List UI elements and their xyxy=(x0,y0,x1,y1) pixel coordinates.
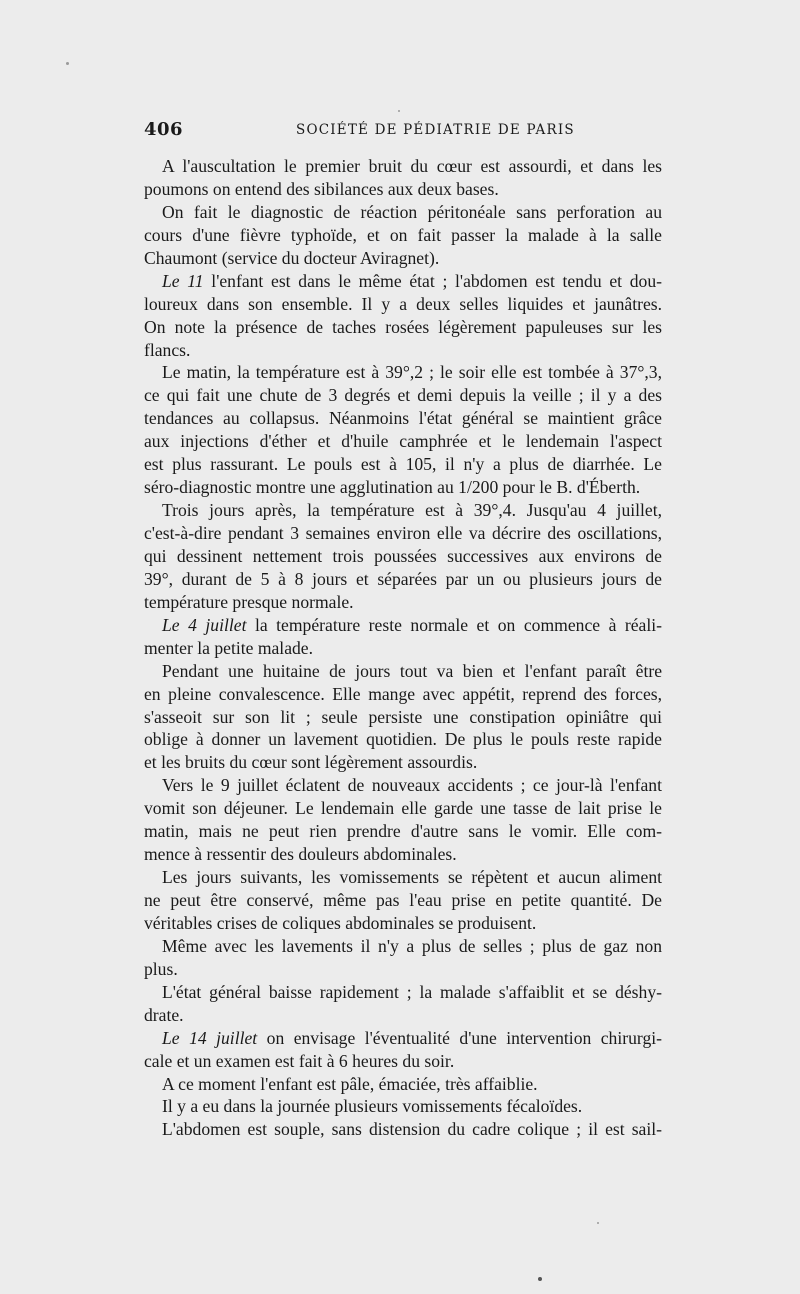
line-text: qui dessinent nettement trois poussées successives aux environs de xyxy=(144,545,662,566)
line-text: ce qui fait une chute de 3 degrés et demi depuis la veille ; il y a des xyxy=(144,385,662,406)
text-line xyxy=(144,361,662,384)
text-line xyxy=(144,1004,662,1027)
line-text: séro-diagnostic montre une agglutination au 1/200 pour le B. d'Éberth. xyxy=(144,477,641,498)
text-line xyxy=(144,981,662,1004)
line-text: vomit son déjeuner. Le lendemain elle garde une tasse de lait prise le xyxy=(144,798,662,819)
text-line xyxy=(144,522,662,545)
text-line xyxy=(144,774,662,797)
text-line xyxy=(144,866,662,889)
line-text: la température reste normale et on commence à réali- xyxy=(246,614,662,635)
paper-speck xyxy=(597,1222,599,1224)
line-text: Vers le 9 juillet éclatent de nouveaux accidents ; ce jour-là l'enfant xyxy=(162,775,662,796)
text-line xyxy=(144,407,662,430)
text-line xyxy=(144,728,662,751)
text-line xyxy=(144,637,662,660)
text-line xyxy=(144,1095,662,1118)
text-line xyxy=(144,797,662,820)
line-text: drate. xyxy=(144,1004,184,1025)
italic-date: Le 14 juillet xyxy=(162,1027,258,1048)
text-line xyxy=(144,591,662,614)
line-text: et les bruits du cœur sont légèrement assourdis. xyxy=(144,752,478,773)
line-text: On fait le diagnostic de réaction péritonéale sans perforation au xyxy=(162,201,662,222)
line-text: L'abdomen est souple, sans distension du cadre colique ; il est sail- xyxy=(162,1119,662,1140)
text-line xyxy=(144,545,662,568)
text-line xyxy=(144,293,662,316)
line-text: Pendant une huitaine de jours tout va bien et l'enfant paraît être xyxy=(162,660,662,681)
text-line xyxy=(144,706,662,729)
line-text: cale et un examen est fait à 6 heures du soir. xyxy=(144,1050,455,1071)
text-line xyxy=(144,201,662,224)
line-text: Il y a eu dans la journée plusieurs vomissements fécaloïdes. xyxy=(162,1096,583,1117)
line-text: A l'auscultation le premier bruit du cœur est assourdi, et dans les xyxy=(162,156,662,176)
text-line xyxy=(144,614,662,637)
line-text: cours d'une fièvre typhoïde, et on fait passer la malade à la salle xyxy=(144,224,662,245)
text-line xyxy=(144,1050,662,1073)
text-line xyxy=(144,568,662,591)
text-line xyxy=(144,499,662,522)
text-line xyxy=(144,683,662,706)
text-line xyxy=(144,247,662,270)
line-text: poumons on entend des sibilances aux deux bases. xyxy=(144,178,499,199)
line-text: en pleine convalescence. Elle mange avec appétit, reprend des forces, xyxy=(144,683,662,704)
text-line xyxy=(144,660,662,683)
text-line xyxy=(144,889,662,912)
line-text: On note la présence de taches rosées légèrement papuleuses sur les xyxy=(144,316,662,337)
text-line xyxy=(144,751,662,774)
text-line xyxy=(144,316,662,339)
running-title: SOCIÉTÉ DE PÉDIATRIE DE PARIS xyxy=(296,122,575,138)
line-text: matin, mais ne peut rien prendre d'autre sans le vomir. Elle com- xyxy=(144,821,662,842)
line-text: véritables crises de coliques abdominales se produisent. xyxy=(144,912,537,933)
text-line xyxy=(144,912,662,935)
line-text: oblige à donner un lavement quotidien. De plus le pouls reste rapide xyxy=(144,729,662,750)
paper-speck xyxy=(66,62,69,65)
line-text: Trois jours après, la température est à 39°,4. Jusqu'au 4 juillet, xyxy=(162,500,662,521)
text-line xyxy=(144,453,662,476)
line-text: Chaumont (service du docteur Aviragnet). xyxy=(144,247,440,268)
line-text: l'enfant est dans le même état ; l'abdomen est tendu et dou- xyxy=(203,270,662,291)
paper-speck xyxy=(398,110,400,112)
text-line xyxy=(144,476,662,499)
line-text: Le matin, la température est à 39°,2 ; le soir elle est tombée à 37°,3, xyxy=(162,362,662,383)
text-line xyxy=(144,384,662,407)
text-line xyxy=(144,1073,662,1096)
text-line xyxy=(144,155,662,178)
line-text: L'état général baisse rapidement ; la malade s'affaiblit et se déshy- xyxy=(162,981,662,1002)
page-number: 406 xyxy=(144,119,184,140)
text-line xyxy=(144,935,662,958)
text-line xyxy=(144,820,662,843)
line-text: aux injections d'éther et d'huile camphrée et le lendemain l'aspect xyxy=(144,431,662,452)
line-text: menter la petite malade. xyxy=(144,637,314,658)
line-text: mence à ressentir des douleurs abdominales. xyxy=(144,844,457,865)
text-line xyxy=(144,1118,662,1141)
italic-date: Le 4 juillet xyxy=(162,614,247,635)
text-line xyxy=(144,430,662,453)
text-line xyxy=(144,958,662,981)
line-text: température presque normale. xyxy=(144,591,354,612)
text-line xyxy=(144,339,662,362)
line-text: 39°, durant de 5 à 8 jours et séparées par un ou plusieurs jours de xyxy=(144,568,662,589)
line-text: on envisage l'éventualité d'une intervention chirurgi- xyxy=(257,1027,662,1048)
line-text: s'asseoit sur son lit ; seule persiste une constipation opiniâtre qui xyxy=(144,706,662,727)
line-text: plus. xyxy=(144,958,178,979)
line-text: loureux dans son ensemble. Il y a deux selles liquides et jaunâtres. xyxy=(144,293,662,314)
line-text: c'est-à-dire pendant 3 semaines environ elle va décrire des oscillations, xyxy=(144,523,662,543)
line-text: flancs. xyxy=(144,339,191,360)
line-text: Les jours suivants, les vomissements se répètent et aucun aliment xyxy=(162,867,662,888)
text-line xyxy=(144,270,662,293)
line-text: Même avec les lavements il n'y a plus de selles ; plus de gaz non xyxy=(162,935,662,956)
line-text: A ce moment l'enfant est pâle, émaciée, très affaiblie. xyxy=(162,1073,538,1094)
text-line xyxy=(144,843,662,866)
line-text: ne peut être conservé, même pas l'eau prise en petite quantité. De xyxy=(144,890,662,910)
page-header xyxy=(144,119,664,143)
text-line xyxy=(144,178,662,201)
line-text: est plus rassurant. Le pouls est à 105, il n'y a plus de diarrhée. Le xyxy=(144,454,662,475)
italic-date: Le 11 xyxy=(162,270,204,291)
body-text xyxy=(144,155,662,1141)
text-line xyxy=(144,1027,662,1050)
line-text: tendances au collapsus. Néanmoins l'état général se maintient grâce xyxy=(144,408,662,429)
paper-speck xyxy=(538,1277,542,1281)
text-line xyxy=(144,224,662,247)
